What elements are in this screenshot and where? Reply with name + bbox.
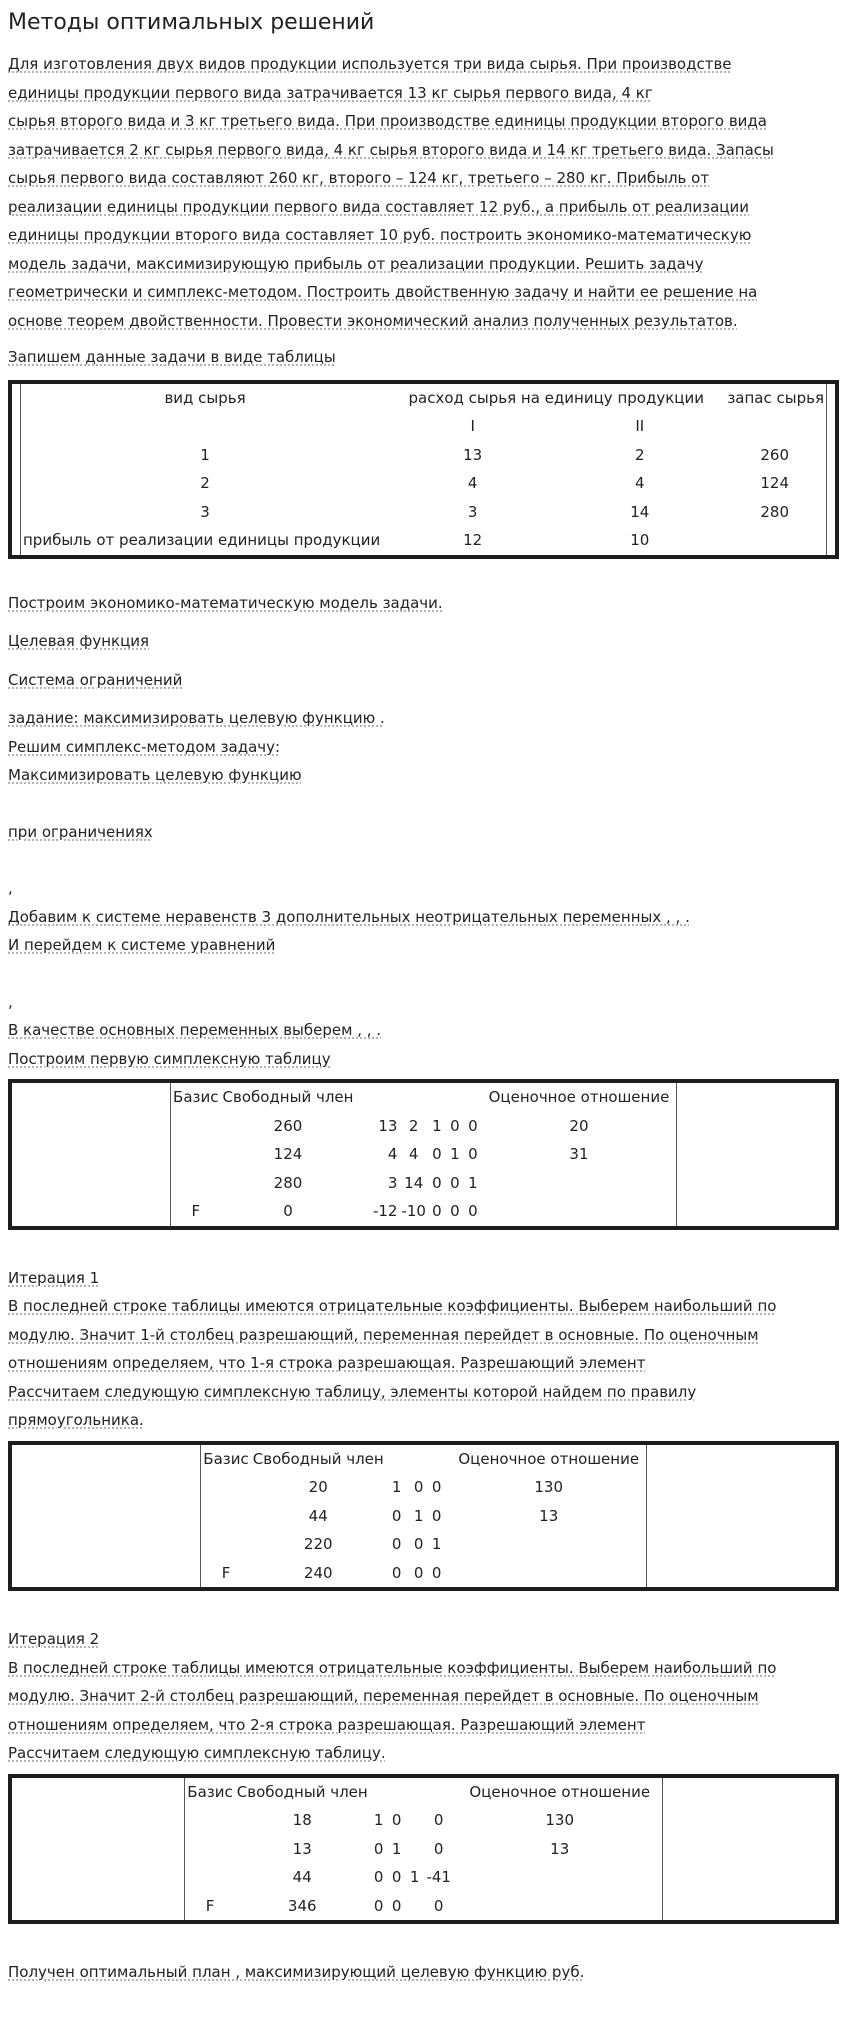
header-ratio: Оценочное отношение <box>458 1449 640 1468</box>
table-caption: Запишем данные задачи в виде таблицы <box>8 348 336 366</box>
intro-line: Для изготовления двух видов продукции используется три вида сырья. При производстве <box>8 55 732 73</box>
data-table <box>20 384 827 555</box>
table-row: 220 0 0 1 <box>303 1535 442 1553</box>
intro-line: единицы продукции первого вида затрачивается 13 кг сырья первого вида, 4 кг <box>8 83 653 102</box>
intro-line: геометрически и симплекс-методом. Построить двойственную задачу и найти ее решение на <box>8 283 758 301</box>
task-line: Решим симплекс-методом задачу: <box>8 737 281 756</box>
iteration-2-title: Итерация 2 <box>8 1630 100 1648</box>
header-consumption: расход сырья на единицу продукции <box>408 388 704 407</box>
model-heading: Построим экономико-математическую модель задачи. <box>8 593 443 612</box>
table-cell: 124 <box>760 474 789 492</box>
table-cell <box>723 526 826 555</box>
task-line: Максимизировать целевую функцию <box>8 766 302 784</box>
header-free-term: Свободный член <box>222 1088 354 1106</box>
table-cell: 4 <box>635 474 645 492</box>
table-cell: 2 <box>200 474 210 492</box>
simplex-table-3 <box>184 1778 662 1921</box>
intro-line: сырья второго вида и 3 кг третьего вида. При производстве единицы продукции второго вида <box>8 112 767 130</box>
table-row <box>21 498 827 527</box>
subheader-product-1: I <box>470 417 475 435</box>
table-cell: 13 <box>463 445 483 464</box>
header-stock: запас сырья <box>727 388 824 407</box>
table-row: 44 0 0 1 -41 <box>292 1868 451 1886</box>
header-free-term: Свободный член <box>236 1782 368 1801</box>
conclusion-text: Получен оптимальный план , максимизирующий целевую функцию руб. <box>8 1963 585 1981</box>
table-cell: 14 <box>630 502 650 521</box>
page-title: Методы оптимальных решений <box>8 10 375 35</box>
constraints-label: при ограничениях <box>8 822 153 841</box>
table-cell: 3 <box>200 502 210 521</box>
iteration-2-line: модулю. Значит 2-й столбец разрешающий, переменная перейдет в основные. По оценочным <box>8 1687 759 1705</box>
simplex-table-2-frame <box>8 1441 839 1592</box>
basis-choice-text: В качестве основных переменных выберем , , . <box>8 1021 382 1039</box>
table-cell: 4 <box>467 474 478 492</box>
iteration-1-line: модулю. Значит 1-й столбец разрешающий, переменная перейдет в основные. По оценочным <box>8 1325 759 1344</box>
table-row: 280 3 14 0 0 1 <box>273 1173 478 1192</box>
to-equations-text: И перейдем к системе уравнений <box>8 936 276 954</box>
intro-line: сырья первого вида составляют 260 кг, второго – 124 кг, третьего – 280 кг. Прибыль от <box>8 169 710 187</box>
table-cell: 10 <box>630 531 650 549</box>
simplex-table-1 <box>170 1083 677 1226</box>
header-free-term: Свободный член <box>252 1449 384 1468</box>
table-row <box>21 526 827 555</box>
table-row: F 240 0 0 0 <box>221 1563 442 1582</box>
table-row: 260 13 2 1 0 0 20 <box>273 1116 589 1135</box>
simplex-table-1-frame <box>8 1079 839 1230</box>
iteration-1-title: Итерация 1 <box>8 1268 100 1287</box>
intro-line: единицы продукции второго вида составляет 10 руб. построить экономико-математическую <box>8 226 752 244</box>
table-row: 20 1 0 0 130 <box>308 1478 564 1496</box>
simplex-table-2 <box>200 1445 646 1588</box>
table-row <box>21 469 827 498</box>
iteration-2-line: отношениям определяем, что 2-я строка разрешающая. Разрешающий элемент <box>8 1715 646 1734</box>
header-basis: Базис <box>173 1088 219 1106</box>
iteration-2-line: Рассчитаем следующую симплексную таблицу. <box>8 1744 386 1762</box>
iteration-1-line: В последней строке таблицы имеются отрицательные коэффициенты. Выберем наибольший по <box>8 1297 777 1315</box>
table-cell: 280 <box>760 502 789 521</box>
table-row: 44 0 1 0 13 <box>308 1506 559 1525</box>
table-cell: 2 <box>635 445 645 464</box>
iteration-1-line: отношениям определяем, что 1-я строка разрешающая. Разрешающий элемент <box>8 1354 646 1372</box>
header-ratio: Оценочное отношение <box>469 1782 651 1801</box>
iteration-1-line: прямоугольника. <box>8 1411 144 1429</box>
intro-line: реализации единицы продукции первого вида составляет 12 руб., а прибыль от реализации <box>8 197 750 216</box>
intro-line: модель задачи, максимизирующую прибыль от реализации продукции. Решить задачу <box>8 254 704 273</box>
data-table-frame <box>8 380 839 559</box>
first-table-caption: Построим первую симплексную таблицу <box>8 1049 331 1068</box>
header-raw-type: вид сырья <box>164 388 246 407</box>
table-row: F 0 -12 -10 0 0 0 <box>191 1202 478 1220</box>
table-cell: прибыль от реализации единицы продукции <box>23 531 381 549</box>
header-basis: Базис <box>203 1449 249 1468</box>
separator-comma: , <box>8 879 13 897</box>
simplex-table-3-frame <box>8 1774 839 1925</box>
separator-comma: , <box>8 992 13 1011</box>
table-cell: 3 <box>467 502 478 521</box>
table-row: F 346 0 0 0 <box>205 1896 444 1915</box>
table-row: 13 0 1 0 13 <box>292 1839 570 1858</box>
objective-label: Целевая функция <box>8 632 150 650</box>
subheader-product-2: II <box>635 417 645 435</box>
add-vars-text: Добавим к системе неравенств 3 дополнительных неотрицательных переменных , , . <box>8 907 690 926</box>
table-cell: 12 <box>463 531 483 549</box>
table-cell: 260 <box>760 445 789 464</box>
table-row: 18 1 0 0 130 <box>292 1811 575 1829</box>
iteration-1-line: Рассчитаем следующую симплексную таблицу, элементы которой найдем по правилу <box>8 1382 697 1401</box>
intro-line: затрачивается 2 кг сырья первого вида, 4 кг сырья второго вида и 14 кг третьего вида. Запасы <box>8 140 774 159</box>
constraints-system-label: Система ограничений <box>8 670 183 689</box>
intro-paragraph <box>8 50 839 335</box>
header-ratio: Оценочное отношение <box>488 1088 670 1106</box>
table-row: 124 4 4 0 1 0 31 <box>273 1145 589 1163</box>
iteration-2-line: В последней строке таблицы имеются отрицательные коэффициенты. Выберем наибольший по <box>8 1658 777 1677</box>
header-basis: Базис <box>187 1782 233 1801</box>
task-line: задание: максимизировать целевую функцию . <box>8 709 385 727</box>
table-row <box>21 441 827 470</box>
intro-line: основе теорем двойственности. Провести экономический анализ полученных результатов. <box>8 311 738 330</box>
table-cell: 1 <box>200 445 210 464</box>
